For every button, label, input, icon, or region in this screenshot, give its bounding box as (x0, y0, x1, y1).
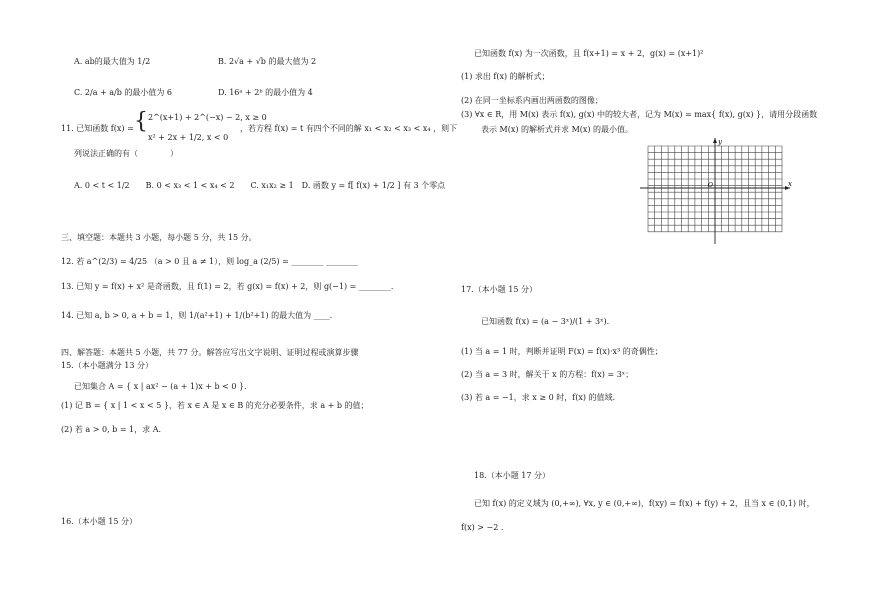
y-axis-label: y (718, 138, 722, 146)
q11-line-2: 列说法正确的有（ ） (74, 149, 178, 158)
q18-condition: f(x) > −2 . (461, 523, 504, 532)
q11-suffix: ，若方程 f(x) = t 有四个不同的解 x₁ < x₂ < x₃ < x₄ ，则下 (240, 124, 458, 133)
q11-prefix: 11. 已知函数 f(x) = (61, 124, 134, 133)
q10-option-d: D. 16ᵃ + 2ᵇ 的最小值为 4 (218, 88, 313, 97)
q16-heading: 16.（本小题 15 分） (61, 517, 137, 526)
q16-part-2: (2) 在同一坐标系内画出两函数的图像； (461, 96, 603, 105)
q18-heading: 18.（本小题 17 分） (474, 471, 550, 480)
q10-option-b: B. 2√a + √b 的最大值为 2 (218, 57, 317, 66)
q17-part-1: (1) 当 a = 1 时，判断并证明 F(x) = f(x)·x³ 的奇偶性； (461, 347, 663, 356)
q16-part-1: (1) 求出 f(x) 的解析式； (461, 72, 550, 81)
piecewise-brace: { (134, 109, 148, 134)
q14-text: 14. 已知 a, b > 0, a + b = 1，则 1/(a²+1) + 1/(b²+1) 的最大值为 ____. (61, 311, 333, 320)
coordinate-grid (640, 136, 800, 246)
q11-case-1: 2^(x+1) + 2^(−x) − 2, x ≥ 0 (148, 113, 267, 122)
q10-option-a: A. ab的最大值为 1/2 (74, 57, 151, 66)
origin-label: O (708, 182, 713, 189)
q13-text: 13. 已知 y = f(x) + x² 是奇函数，且 f(1) = 2，若 g(x) = f(x) + 2，则 g(−1) = ________. (61, 282, 394, 291)
q15-heading: 15.（本小题满分 13 分） (61, 361, 153, 370)
q18-intro: 已知 f(x) 的定义域为 (0,+∞), ∀x, y ∈ (0,+∞)，f(xy) = f(x) + f(y) + 2，且当 x ∈ (0,1) 时， (474, 499, 815, 508)
q16-intro: 已知函数 f(x) 为一次函数，且 f(x+1) = x + 2，g(x) = (x+1)² (474, 49, 704, 58)
q10-option-c: C. 2/a + a/b 的最小值为 6 (74, 88, 173, 97)
q16-part-3a: (3) ∀x ∈ R，用 M(x) 表示 f(x), g(x) 中的较大者，记为 M(x) = max{ f(x), g(x) }，请用分段函数 (461, 110, 818, 119)
y-axis-arrow (713, 138, 717, 143)
q17-intro: 已知函数 f(x) = (a − 3ˣ)/(1 + 3ˣ). (481, 317, 610, 326)
q17-part-2: (2) 当 a = 3 时，解关于 x 的方程：f(x) = 3ˣ； (461, 370, 634, 379)
section-3-heading: 三、填空题：本题共 3 小题，每小题 5 分，共 15 分。 (61, 233, 257, 242)
q16-part-3b: 表示 M(x) 的解析式并求 M(x) 的最小值。 (481, 125, 634, 134)
q15-set-definition: 已知集合 A = { x | ax² − (a + 1)x + b < 0 }. (74, 382, 247, 391)
q17-heading: 17.（本小题 15 分） (461, 285, 537, 294)
section-4-heading: 四、解答题：本题共 5 小题，共 77 分。解答应写出文字说明、证明过程或演算步骤 (61, 348, 359, 357)
q11-options: A. 0 < t < 1/2 B. 0 < x₃ < 1 < x₄ < 2 C. x₁x₂ ≥ 1 D. 函数 y = f[ f(x) + 1/2 ] 有 3 个零点 (74, 181, 446, 190)
q17-part-3: (3) 若 a = −1，求 x ≥ 0 时，f(x) 的值域. (461, 393, 616, 402)
q15-part-2: (2) 若 a > 0, b = 1，求 A. (61, 425, 162, 434)
q12-text: 12. 若 a^(2/3) = 4/25 （a > 0 且 a ≠ 1），则 log_a (2/5) = ________ ________ (61, 257, 358, 266)
q15-part-1: (1) 记 B = { x | 1 < x < 5 }，若 x ∈ A 是 x ∈ B 的充分必要条件，求 a + b 的值； (61, 401, 369, 410)
q11-case-2: x² + 2x + 1/2, x < 0 (148, 133, 229, 142)
x-axis-label: x (788, 180, 792, 188)
